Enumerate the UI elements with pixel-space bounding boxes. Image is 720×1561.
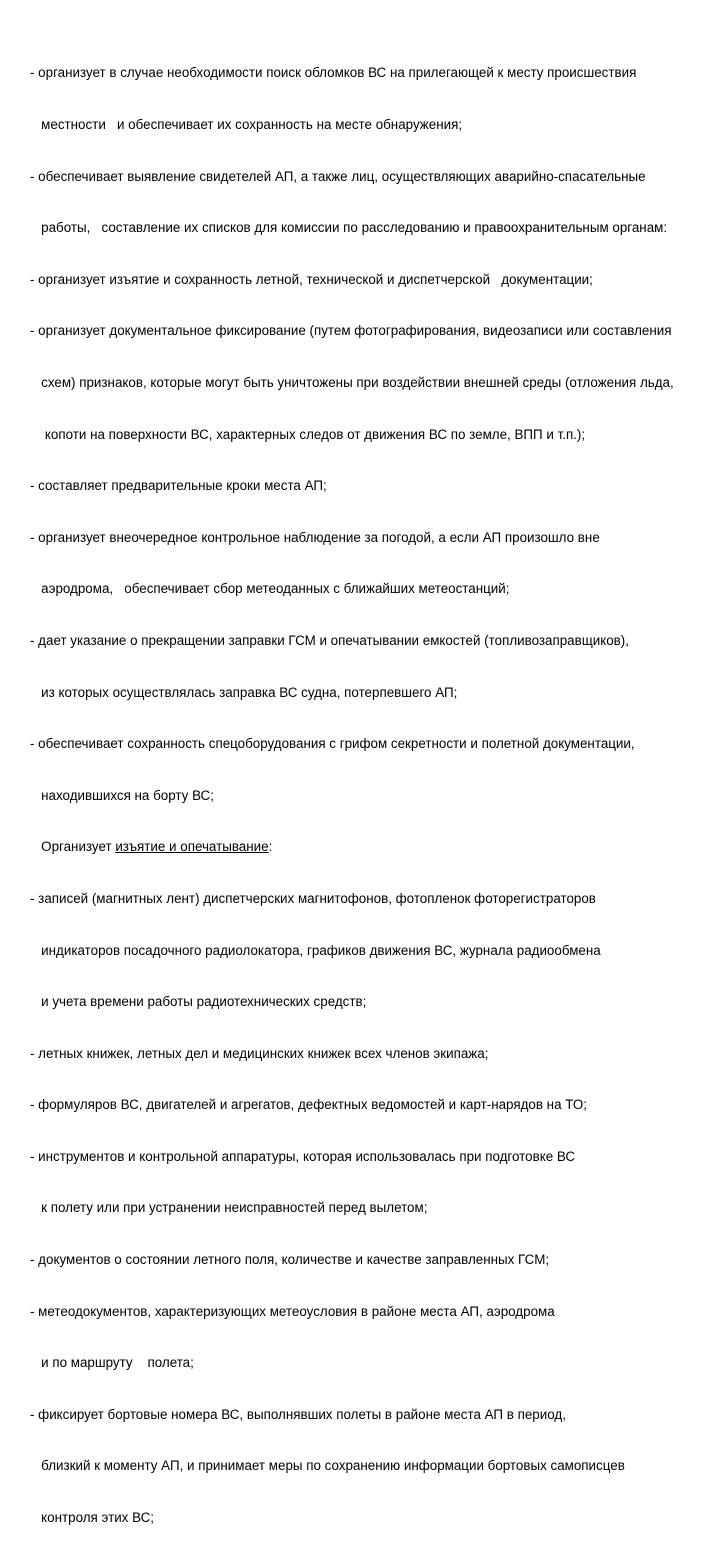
text-line: к полету или при устранении неисправностей перед вылетом; (30, 1200, 428, 1216)
text-line: - организует в случае необходимости поиск обломков ВС на прилегающей к месту происшествия (30, 65, 637, 81)
text-line: - обеспечивает выявление свидетелей АП, а также лиц, осуществляющих аварийно-спасательные (30, 168, 646, 184)
text-line: и по маршруту полета; (30, 1355, 194, 1371)
text-line: - документов о состоянии летного поля, количестве и качестве заправленных ГСМ; (30, 1252, 550, 1268)
text-line: - формуляров ВС, двигателей и агрегатов, дефектных ведомостей и карт-нарядов на ТО; (30, 1097, 587, 1113)
text-line: копоти на поверхности ВС, характерных следов от движения ВС по земле, ВПП и т.п.); (30, 426, 586, 442)
text-line: - записей (магнитных лент) диспетчерских магнитофонов, фотопленок фоторегистраторов (30, 890, 596, 906)
text-line: - организует изъятие и сохранность летной, технической и диспетчерской документации; (30, 271, 593, 287)
document-text (30, 30, 710, 1561)
text-line: - дает указание о прекращении заправки ГСМ и опечатывании емкостей (топливозаправщиков), (30, 632, 629, 648)
text-line: - организует внеочередное контрольное наблюдение за погодой, а если АП произошло вне (30, 529, 600, 545)
text-line: находившихся на борту ВС; (30, 787, 214, 803)
text-line: - метеодокументов, характеризующих метеоусловия в районе места АП, аэродрома (30, 1303, 555, 1319)
text-line: - летных книжек, летных дел и медицинских книжек всех членов экипажа; (30, 1045, 489, 1061)
text-line: местности и обеспечивает их сохранность на месте обнаружения; (30, 117, 463, 132)
text-line: и учета времени работы радиотехнических средств; (30, 994, 367, 1010)
text-line: работы, составление их списков для комиссии по расследованию и правоохранительным органам: (30, 220, 668, 236)
organize-prefix: Организует (30, 839, 116, 855)
text-line: индикаторов посадочного радиолокатора, графиков движения ВС, журнала радиообмена (30, 942, 601, 958)
organize-underlined-phrase: изъятие и опечатывание (115, 839, 269, 855)
text-line: из которых осуществлялась заправка ВС судна, потерпевшего АП; (30, 684, 458, 700)
text-line: - инструментов и контрольной аппаратуры, которая использовалась при подготовке ВС (30, 1148, 576, 1164)
text-line: - составляет предварительные кроки места АП; (30, 478, 327, 494)
text-line: схем) признаков, которые могут быть уничтожены при воздействии внешней среды (отложения льда, (30, 374, 674, 390)
text-line: - организует документальное фиксирование (путем фотографирования, видеозаписи или составления (30, 323, 672, 339)
organize-heading-line (30, 838, 710, 855)
text-line: - обеспечивает сохранность спецоборудования с грифом секретности и полетной документации, (30, 736, 635, 752)
text-line: контроля этих ВС; (30, 1510, 154, 1526)
text-line: близкий к моменту АП, и принимает меры по сохранению информации бортовых самописцев (30, 1458, 625, 1474)
text-line: - фиксирует бортовые номера ВС, выполнявших полеты в районе места АП в период, (30, 1406, 566, 1422)
organize-suffix: : (268, 839, 273, 855)
text-line: аэродрома, обеспечивает сбор метеоданных с ближайших метеостанций; (30, 581, 510, 597)
